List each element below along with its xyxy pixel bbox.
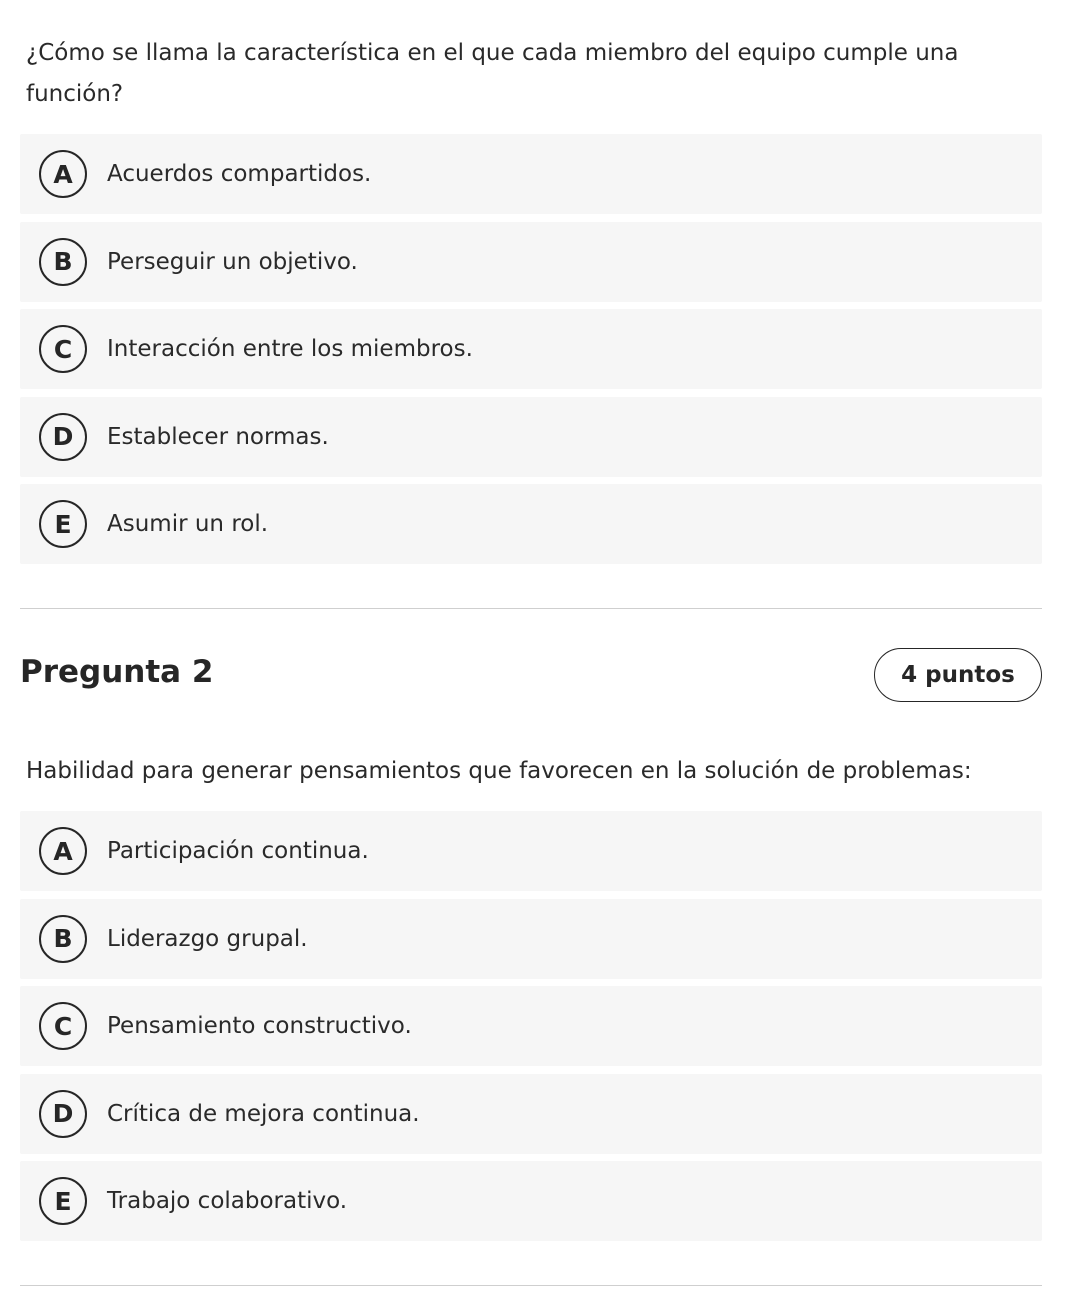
option-letter-badge: D	[39, 1090, 87, 1138]
option-label: Participación continua.	[107, 838, 369, 864]
option-label: Trabajo colaborativo.	[107, 1188, 348, 1214]
question-1-option-c[interactable]	[20, 309, 1042, 389]
option-letter-badge: D	[39, 413, 87, 461]
question-2-option-c[interactable]	[20, 986, 1042, 1066]
question-2-option-b[interactable]	[20, 899, 1042, 979]
question-1-option-a[interactable]	[20, 134, 1042, 214]
option-label: Crítica de mejora continua.	[107, 1100, 420, 1127]
option-letter-badge: B	[39, 238, 87, 286]
option-label: Perseguir un objetivo.	[107, 248, 358, 275]
question-2-header	[20, 648, 1042, 702]
points-badge: 4 puntos	[874, 648, 1042, 702]
section-divider	[20, 1285, 1042, 1286]
option-letter-badge: E	[39, 500, 87, 548]
question-1-text: ¿Cómo se llama la característica en el que cada miembro del equipo cumple una función?	[26, 40, 959, 107]
option-label: Establecer normas.	[107, 423, 329, 450]
option-label: Acuerdos compartidos.	[107, 161, 372, 187]
question-1-option-b[interactable]	[20, 222, 1042, 302]
section-divider	[20, 608, 1042, 609]
option-letter-badge: C	[39, 325, 87, 373]
question-1-option-d[interactable]	[20, 397, 1042, 477]
option-letter-badge: A	[39, 150, 87, 198]
option-label: Interacción entre los miembros.	[107, 336, 473, 362]
question-1-option-e[interactable]	[20, 484, 1042, 564]
question-2-text: Habilidad para generar pensamientos que favorecen en la solución de problemas:	[26, 758, 972, 784]
question-2-title: Pregunta 2	[20, 654, 214, 690]
option-label: Pensamiento constructivo.	[107, 1013, 412, 1039]
option-label: Liderazgo grupal.	[107, 925, 308, 952]
question-2-option-e[interactable]	[20, 1161, 1042, 1241]
question-2-option-d[interactable]	[20, 1074, 1042, 1154]
option-letter-badge: E	[39, 1177, 87, 1225]
question-2-option-a[interactable]	[20, 811, 1042, 891]
option-label: Asumir un rol.	[107, 511, 269, 537]
option-letter-badge: A	[39, 827, 87, 875]
question-2-options	[20, 811, 1042, 1249]
question-1-options	[20, 134, 1042, 572]
option-letter-badge: B	[39, 915, 87, 963]
option-letter-badge: C	[39, 1002, 87, 1050]
